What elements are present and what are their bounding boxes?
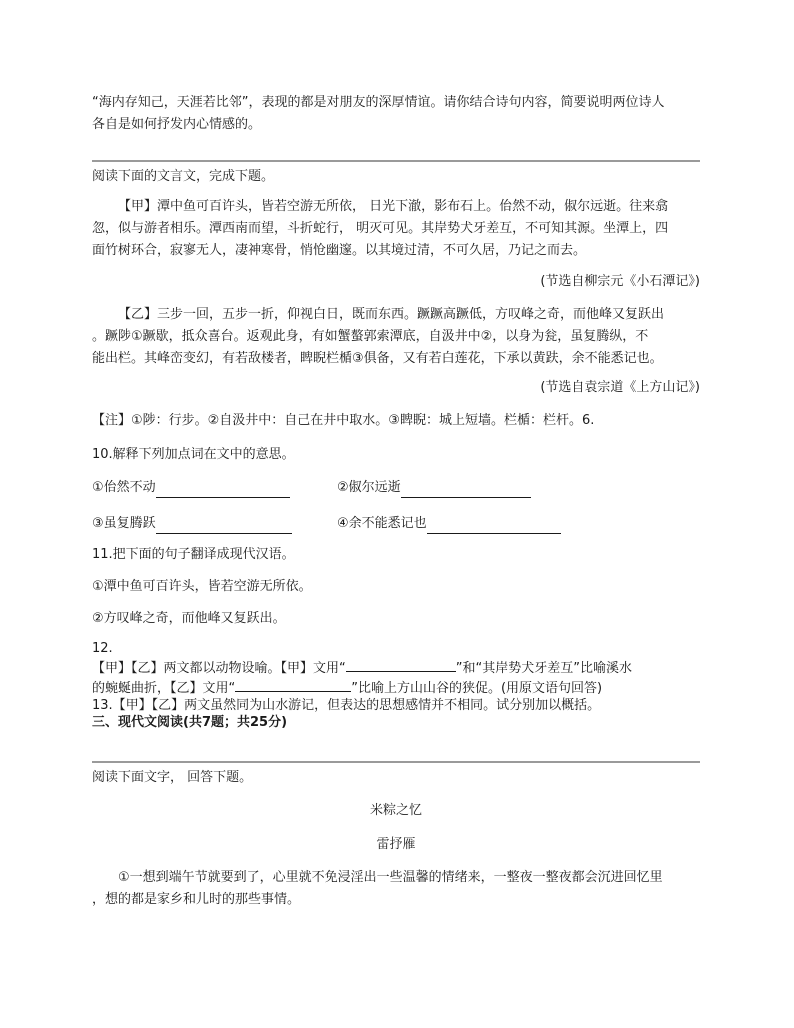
q12-line-1	[92, 657, 700, 677]
q12-number: 12.	[92, 641, 113, 656]
section-divider-2	[92, 761, 700, 763]
q13-text: 13.【甲】【乙】两文虽然同为山水游记，但表达的思想感情并不相同。试分别加以概括。	[92, 698, 601, 713]
section-3-heading: 三、现代文阅读(共7题；共25分)	[92, 715, 288, 730]
jia-line-3: 面竹树环合，寂寥无人，凄神寒骨，悄怆幽邃。以其境过清，不可久居，乃记之而去。	[92, 243, 587, 258]
yi-line-1: 【乙】三步一回，五步一折，仰视白日，既而东西。蹶蹶高蹶低，方叹峰之奇，而他峰又复跃出	[118, 307, 665, 322]
yi-line-2: 。蹶陟①蹶歇，抵众喜台。返观此身，有如蟹螯郭索潭底，自汲井中②，以身为瓮，虽复腾纵，不	[92, 329, 649, 344]
q10-item-4-label: ④余不能悉记也	[337, 516, 427, 531]
q10-item-3	[92, 514, 337, 534]
q12-line-2-part-b: ”比喻上方山山谷的狭促。(用原文语句回答)	[351, 681, 603, 696]
intro-question-line-2: 各自是如何抒发内心情感的。	[92, 117, 262, 132]
q10-row-1	[92, 478, 700, 498]
modern-line-1: ①一想到端午节就要到了，心里就不免浸淫出一些温馨的情绪来，一整夜一整夜都会沉进回忆里	[118, 870, 663, 885]
q10-item-1	[92, 478, 337, 498]
q12-line-1-part-b: ”和“其岸势犬牙差互”比喻溪水	[455, 661, 632, 676]
q10-item-3-answer-blank[interactable]	[156, 519, 292, 534]
intro-question-line-1: “海内存知己，天涯若比邻”，表现的都是对朋友的深厚情谊。请你结合诗句内容，简要说明两位诗人	[92, 95, 665, 110]
q11-title: 11.把下面的句子翻译成现代汉语。	[92, 547, 295, 562]
jia-source: (节选自柳宗元《小石潭记》)	[540, 274, 700, 289]
q10-item-2-label: ②俶尔远逝	[337, 480, 401, 495]
modern-article-title: 米粽之忆	[369, 803, 422, 818]
jia-line-1: 【甲】潭中鱼可百许头，皆若空游无所依， 日光下澈，影布石上。佁然不动，俶尔远逝。往来翕	[118, 199, 669, 214]
q12-line-2-part-a: 的蜿蜒曲折，【乙】文用“	[92, 681, 236, 696]
modern-instruction: 阅读下面文字， 回答下题。	[92, 770, 253, 785]
q10-item-1-label: ①佁然不动	[92, 480, 156, 495]
q10-item-2	[337, 478, 531, 498]
classical-instruction: 阅读下面的文言文，完成下题。	[92, 169, 275, 184]
q10-item-4	[337, 514, 561, 534]
q10-row-2	[92, 514, 700, 534]
q11-sentence-2: ②方叹峰之奇，而他峰又复跃出。	[92, 611, 286, 626]
q10-item-4-answer-blank[interactable]	[427, 519, 561, 534]
q10-item-3-label: ③虽复腾跃	[92, 516, 156, 531]
document-page	[92, 92, 700, 911]
jia-line-2: 忽，似与游者相乐。潭西南而望，斗折蛇行， 明灭可见。其岸势犬牙差互，不可知其源。坐潭上，四	[92, 221, 669, 236]
modern-article-author: 雷抒雁	[376, 837, 416, 852]
q10-item-2-answer-blank[interactable]	[401, 483, 531, 498]
modern-line-2: ，想的都是家乡和儿时的那些事情。	[92, 892, 301, 907]
yi-line-3: 能出栏。其峰峦变幻，有若敌楼者，睥睨栏楯③俱备，又有若白莲花，下承以黄趺，余不能悉记也。	[92, 351, 663, 366]
q11-sentence-1: ①潭中鱼可百许头，皆若空游无所依。	[92, 579, 312, 594]
q12-answer-blank-1[interactable]	[346, 657, 456, 672]
q10-title: 10.解释下列加点词在文中的意思。	[92, 447, 295, 462]
q10-item-1-answer-blank[interactable]	[156, 483, 290, 498]
yi-source: (节选自袁宗道《上方山记》)	[540, 380, 700, 395]
annotation-note: 【注】①陟：行步。②自汲井中：自己在井中取水。③睥睨：城上短墙。栏楯：栏杆。6.	[92, 413, 595, 428]
section-divider	[92, 160, 700, 162]
q12-line-1-part-a: 【甲】【乙】两文都以动物设喻。【甲】文用“	[92, 661, 346, 676]
q12-line-2	[92, 677, 700, 697]
q12-answer-blank-2[interactable]	[235, 677, 351, 692]
